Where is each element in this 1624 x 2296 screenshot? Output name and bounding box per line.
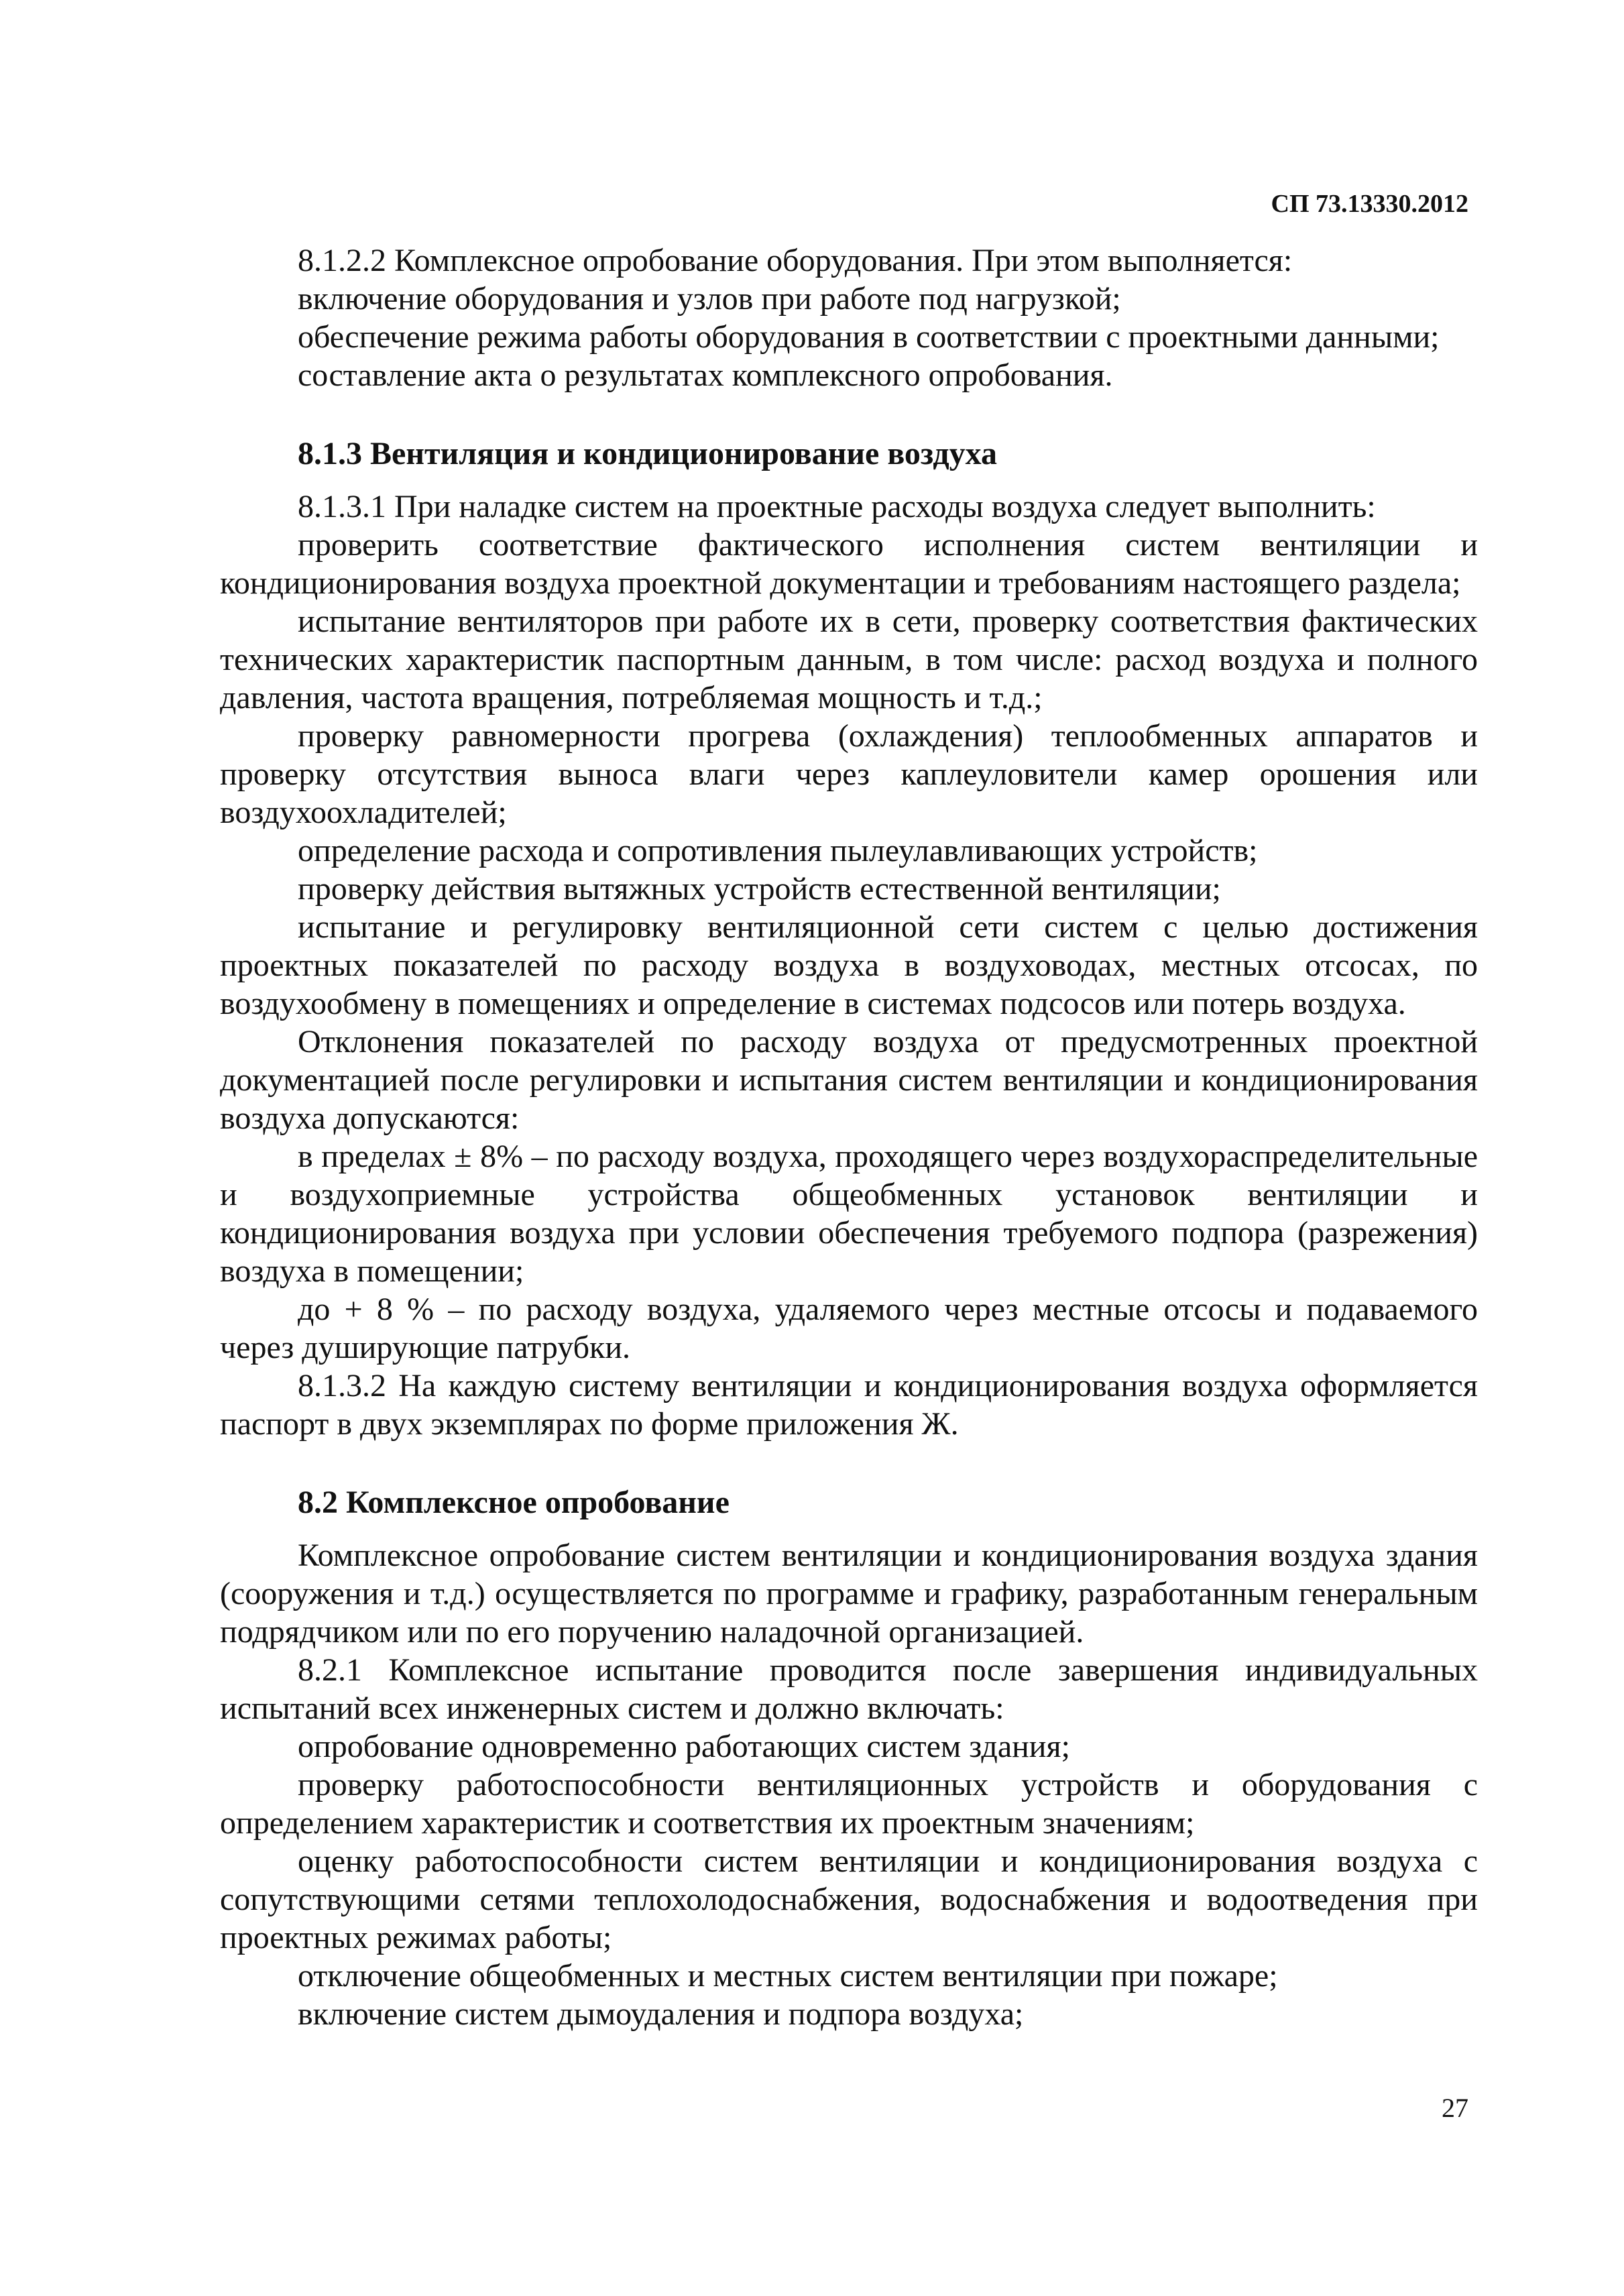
paragraph: составление акта о результатах комплексного опробования.: [298, 357, 1113, 393]
paragraph: 8.1.2.2 Комплексное опробование оборудования. При этом выполняется:: [298, 243, 1293, 278]
paragraph: проверить соответствие фактического исполнения систем вентиляции и кондиционирования воздуха проектной документации и требованиям настоящего раздела;: [220, 527, 1478, 601]
paragraph: проверку равномерности прогрева (охлаждения) теплообменных аппаратов и проверку отсутствия выноса влаги через каплеуловители камер орошения или воздухоохладителей;: [220, 718, 1478, 830]
paragraph: Отклонения показателей по расходу воздуха от предусмотренных проектной документацией после регулировки и испытания систем вентиляции и кондиционирования воздуха допускаются:: [220, 1024, 1478, 1136]
paragraph: отключение общеобменных и местных систем вентиляции при пожаре;: [298, 1958, 1278, 1994]
paragraph: включение систем дымоудаления и подпора воздуха;: [298, 1996, 1024, 2032]
paragraph: Комплексное опробование систем вентиляции и кондиционирования воздуха здания (сооружения и т.д.) осуществляется по программе и графику, разработанным генеральным подрядчиком или по его поручению наладочной организацией.: [220, 1538, 1478, 1650]
document-body: [220, 241, 1478, 2033]
paragraph: до + 8 % – по расходу воздуха, удаляемого через местные отсосы и подаваемого через душирующие патрубки.: [220, 1292, 1478, 1365]
paragraph: проверку действия вытяжных устройств естественной вентиляции;: [298, 871, 1221, 907]
paragraph: включение оборудования и узлов при работе под нагрузкой;: [298, 281, 1121, 317]
document-code: СП 73.13330.2012: [1271, 190, 1468, 218]
paragraph: обеспечение режима работы оборудования в соответствии с проектными данными;: [298, 319, 1440, 355]
paragraph: испытание вентиляторов при работе их в сети, проверку соответствия фактических технических характеристик паспортным данным, в том числе: расход воздуха и полного давления, частота вращения, потребляемая мощность и т.д.;: [220, 604, 1478, 715]
paragraph: определение расхода и сопротивления пылеулавливающих устройств;: [298, 833, 1258, 868]
paragraph: 8.1.3.2 На каждую систему вентиляции и кондиционирования воздуха оформляется паспорт в двух экземплярах по форме приложения Ж.: [220, 1368, 1478, 1442]
section-heading-8-1-3: 8.1.3 Вентиляция и кондиционирование воздуха: [298, 436, 997, 471]
paragraph: оценку работоспособности систем вентиляции и кондиционирования воздуха с сопутствующими сетями теплохолодоснабжения, водоснабжения и водоотведения при проектных режимах работы;: [220, 1843, 1478, 1955]
paragraph: опробование одновременно работающих систем здания;: [298, 1729, 1070, 1764]
paragraph: проверку работоспособности вентиляционных устройств и оборудования с определением характеристик и соответствия их проектным значениям;: [220, 1767, 1478, 1841]
page-number: 27: [1442, 2093, 1468, 2123]
paragraph: в пределах ± 8% – по расходу воздуха, проходящего через воздухораспределительные и воздухоприемные устройства общеобменных установок вентиляции и кондиционирования воздуха при условии обеспечения требуемого подпора (разрежения) воздуха в помещении;: [220, 1139, 1478, 1289]
paragraph: 8.1.3.1 При наладке систем на проектные расходы воздуха следует выполнить:: [298, 489, 1376, 524]
paragraph: испытание и регулировку вентиляционной сети систем с целью достижения проектных показателей по расходу воздуха в воздуховодах, местных отсосах, по воздухообмену в помещениях и определение в системах подсосов или потерь воздуха.: [220, 909, 1478, 1021]
section-heading-8-2: 8.2 Комплексное опробование: [298, 1485, 730, 1520]
paragraph: 8.2.1 Комплексное испытание проводится после завершения индивидуальных испытаний всех инженерных систем и должно включать:: [220, 1652, 1478, 1726]
